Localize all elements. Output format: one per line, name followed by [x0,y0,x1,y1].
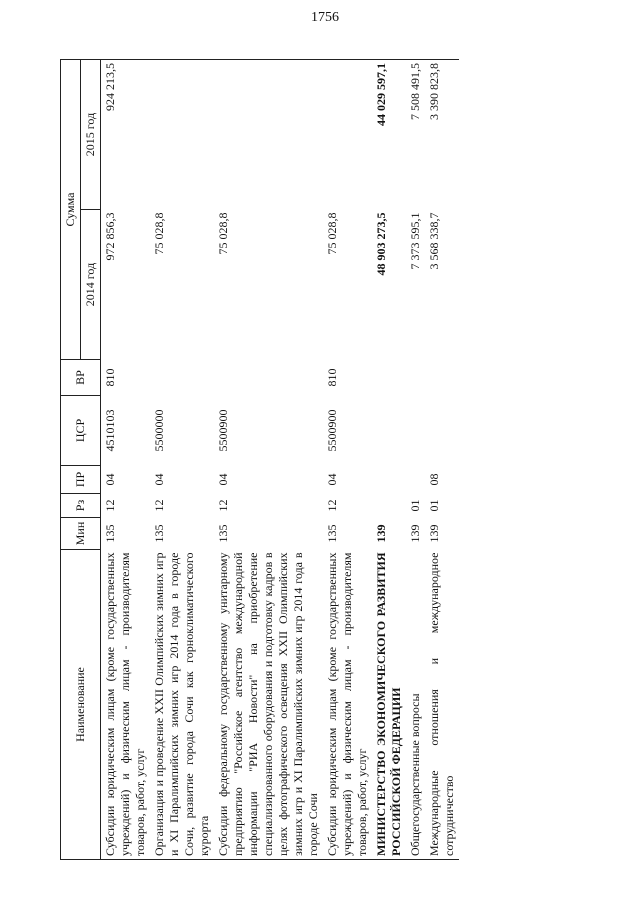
row-2015 [150,59,214,209]
header-sum: Сумма [61,59,81,359]
row-2014: 75 028,8 [216,212,230,255]
row-csr: 5500900 [216,409,230,452]
row-min: 135 [152,524,166,543]
row-rz: 12 [103,499,117,512]
table-row [372,59,406,859]
row-csr [372,396,406,466]
table-row [406,59,425,859]
row-pr [372,466,406,494]
table-header [61,59,101,859]
table-row [101,59,151,859]
row-csr: 4510103 [103,409,117,452]
row-rz: 01 [427,499,441,512]
row-vr [406,360,425,396]
row-min: 135 [216,524,230,543]
header-pr: ПР [61,466,101,494]
row-rz: 12 [152,499,166,512]
row-2014: 75 028,8 [152,212,166,255]
row-name: МИНИСТЕРСТВО ЭКОНОМИЧЕСКОГО РАЗВИТИЯ РОССИЙСКОЙ ФЕДЕРАЦИИ [372,550,406,860]
row-min: 135 [325,524,339,543]
row-pr: 04 [103,473,117,486]
row-rz: 12 [216,499,230,512]
row-vr [214,360,323,396]
header-2015: 2015 год [81,59,101,209]
header-min: Мин [61,518,101,550]
header-name: Наименование [61,550,101,860]
row-2014: 3 568 338,7 [427,212,441,270]
header-rz: Рз [61,494,101,518]
row-name: Субсидии юридическим лицам (кроме государственных учреждений) и физическим лицам - производителям товаров, работ, услуг [323,550,372,860]
row-rz: 12 [325,499,339,512]
row-vr: 810 [103,368,117,387]
table-row [323,59,372,859]
budget-table [60,59,459,860]
row-pr: 04 [216,473,230,486]
row-2015: 924 213,5 [101,59,151,209]
row-2015: 7 508 491,5 [406,59,425,209]
row-min: 135 [103,524,117,543]
header-2014: 2014 год [81,210,101,360]
row-min: 139 [374,524,388,543]
row-name: Международные отношения и международное сотрудничество [425,550,459,860]
row-csr [406,396,425,466]
row-csr: 5500000 [152,409,166,452]
row-name: Общегосударственные вопросы [406,550,425,860]
table-row [425,59,459,859]
row-name: Субсидии федеральному государственному унитарному предприятию "Российское агентство международной информации "РИА Новости" на приобретение специализированного оборудования и подготовку кадров в целях фотографического освещения XXII Олимпийских зимних игр и XI Паралимпийских зимних игр 2014 года в городе Сочи [214,550,323,860]
row-2014: 48 903 273,5 [374,212,388,276]
row-vr [150,360,214,396]
row-name: Организация и проведение XXII Олимпийских зимних игр и XI Паралимпийских зимних игр 2014 года в городе Сочи, развитие города Сочи как горноклиматического курорта [150,550,214,860]
row-2014: 75 028,8 [325,212,339,255]
table-body [101,59,460,859]
row-pr [406,466,425,494]
row-pr: 08 [427,473,441,486]
table-row [214,59,323,859]
row-2014: 972 856,3 [103,212,117,261]
row-pr: 04 [325,473,339,486]
row-pr: 04 [152,473,166,486]
rotated-table-frame [60,60,580,860]
row-name: Субсидии юридическим лицам (кроме государственных учреждений) и физическим лицам - производителям товаров, работ, услуг [101,550,151,860]
row-min: 139 [408,524,422,543]
table-row [150,59,214,859]
row-rz: 01 [408,499,422,512]
row-min: 139 [427,524,441,543]
row-vr: 810 [325,368,339,387]
page-number: 1756 [311,10,339,25]
header-csr: ЦСР [61,396,101,466]
row-2015 [214,59,323,209]
row-vr [372,360,406,396]
row-2015: 44 029 597,1 [372,59,406,209]
row-csr [425,396,459,466]
row-2015 [323,59,372,209]
row-csr: 5500900 [325,409,339,452]
row-rz [372,494,406,518]
header-vr: ВР [61,360,101,396]
row-vr [425,360,459,396]
row-2014: 7 373 595,1 [408,212,422,270]
row-2015: 3 390 823,8 [425,59,459,209]
